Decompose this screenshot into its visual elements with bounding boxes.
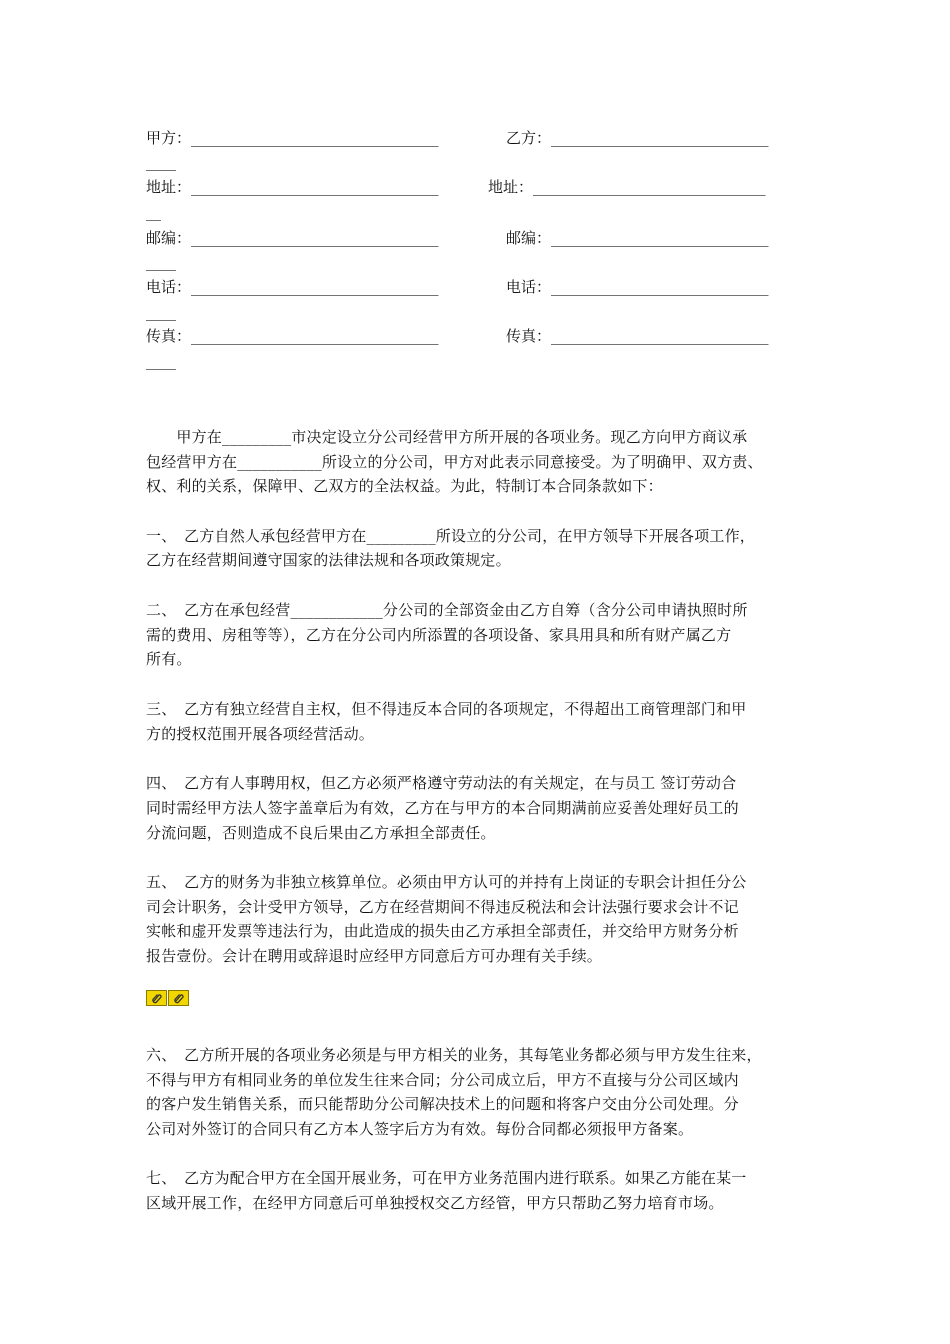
fax-a-field: 传真：_________________________________ bbox=[146, 327, 439, 345]
clause-2-line: 需的费用、房租等等），乙方在分公司内所添置的各项设备、家具用具和所有财产属乙方 bbox=[146, 626, 732, 644]
clause-2-line: 所有。 bbox=[146, 650, 192, 668]
clause-5-line: 五、 乙方的财务为非独立核算单位。必须由甲方认可的并持有上岗证的专职会计担任分公 bbox=[146, 873, 747, 891]
intro-line: 权、利的关系，保障甲、乙双方的全法权益。为此，特制订本合同条款如下： bbox=[146, 477, 663, 495]
address-b-field: 地址：_______________________________ bbox=[488, 178, 766, 196]
party-a-field: 甲方：_________________________________ bbox=[146, 129, 439, 147]
intro-line: 甲方在_________市决定设立分公司经营甲方所开展的各项业务。现乙方向甲方商议承 bbox=[146, 428, 748, 446]
clause-7-line: 七、 乙方为配合甲方在全国开展业务，可在甲方业务范围内进行联系。如果乙方能在某一 bbox=[146, 1169, 747, 1187]
clause-5-line: 实帐和虚开发票等违法行为，由此造成的损失由乙方承担全部责任，并交给甲方财务分析 bbox=[146, 922, 739, 940]
postcode-b-field: 邮编：_____________________________ bbox=[506, 229, 769, 247]
clause-5-line: 司会计职务，会计受甲方领导，乙方在经营期间不得违反税法和会计法强行要求会计不记 bbox=[146, 898, 739, 916]
clause-5-line: 报告壹份。会计在聘用或辞退时应经甲方同意后方可办理有关手续。 bbox=[146, 947, 603, 965]
clause-4-line: 四、 乙方有人事聘用权，但乙方必须严格遵守劳动法的有关规定，在与员工 签订劳动合 bbox=[146, 774, 737, 792]
clause-6-line: 六、 乙方所开展的各项业务必须是与甲方相关的业务，其每笔业务都必须与甲方发生往来， bbox=[146, 1046, 762, 1064]
intro-line: 包经营甲方在___________所设立的分公司，甲方对此表示同意接受。为了明确甲、双方责、 bbox=[146, 453, 763, 471]
clause-6-line: 不得与甲方有相同业务的单位发生往来合同；分公司成立后，甲方不直接与分公司区域内 bbox=[146, 1071, 739, 1089]
fax-b-field: 传真：_____________________________ bbox=[506, 327, 769, 345]
embedded-objects bbox=[146, 990, 189, 1006]
address-b-field-wrap: __ bbox=[146, 203, 161, 221]
party-b-field: 乙方：_____________________________ bbox=[506, 129, 769, 147]
party-b-field-wrap: ____ bbox=[146, 153, 176, 171]
clause-7-line: 区域开展工作，在经甲方同意后可单独授权交乙方经管，甲方只帮助乙努力培育市场。 bbox=[146, 1194, 724, 1212]
phone-b-field: 电话：_____________________________ bbox=[506, 278, 769, 296]
paperclip-icon bbox=[146, 990, 167, 1006]
clause-1-line: 一、 乙方自然人承包经营甲方在_________所设立的分公司，在甲方领导下开展各项工作， bbox=[146, 527, 756, 545]
clause-3-line: 三、 乙方有独立经营自主权，但不得违反本合同的各项规定，不得超出工商管理部门和甲 bbox=[146, 700, 747, 718]
postcode-a-field: 邮编：_________________________________ bbox=[146, 229, 439, 247]
postcode-b-field-wrap: ____ bbox=[146, 253, 176, 271]
phone-a-field: 电话：_________________________________ bbox=[146, 278, 439, 296]
phone-b-field-wrap: ____ bbox=[146, 303, 176, 321]
clause-4-line: 同时需经甲方法人签字盖章后为有效，乙方在与甲方的本合同期满前应妥善处理好员工的 bbox=[146, 799, 739, 817]
clause-6-line: 公司对外签订的合同只有乙方本人签字后方为有效。每份合同都必须报甲方备案。 bbox=[146, 1120, 694, 1138]
address-a-field: 地址：_________________________________ bbox=[146, 178, 439, 196]
paperclip-icon bbox=[168, 990, 189, 1006]
clause-6-line: 的客户发生销售关系，而只能帮助分公司解决技术上的问题和将客户交由分公司处理。分 bbox=[146, 1095, 739, 1113]
clause-1-line: 乙方在经营期间遵守国家的法律法规和各项政策规定。 bbox=[146, 551, 511, 569]
clause-3-line: 方的授权范围开展各项经营活动。 bbox=[146, 725, 375, 743]
clause-4-line: 分流问题，否则造成不良后果由乙方承担全部责任。 bbox=[146, 824, 496, 842]
fax-b-field-wrap: ____ bbox=[146, 352, 176, 370]
clause-2-line: 二、 乙方在承包经营____________分公司的全部资金由乙方自筹（含分公司申请执照时所 bbox=[146, 601, 748, 619]
